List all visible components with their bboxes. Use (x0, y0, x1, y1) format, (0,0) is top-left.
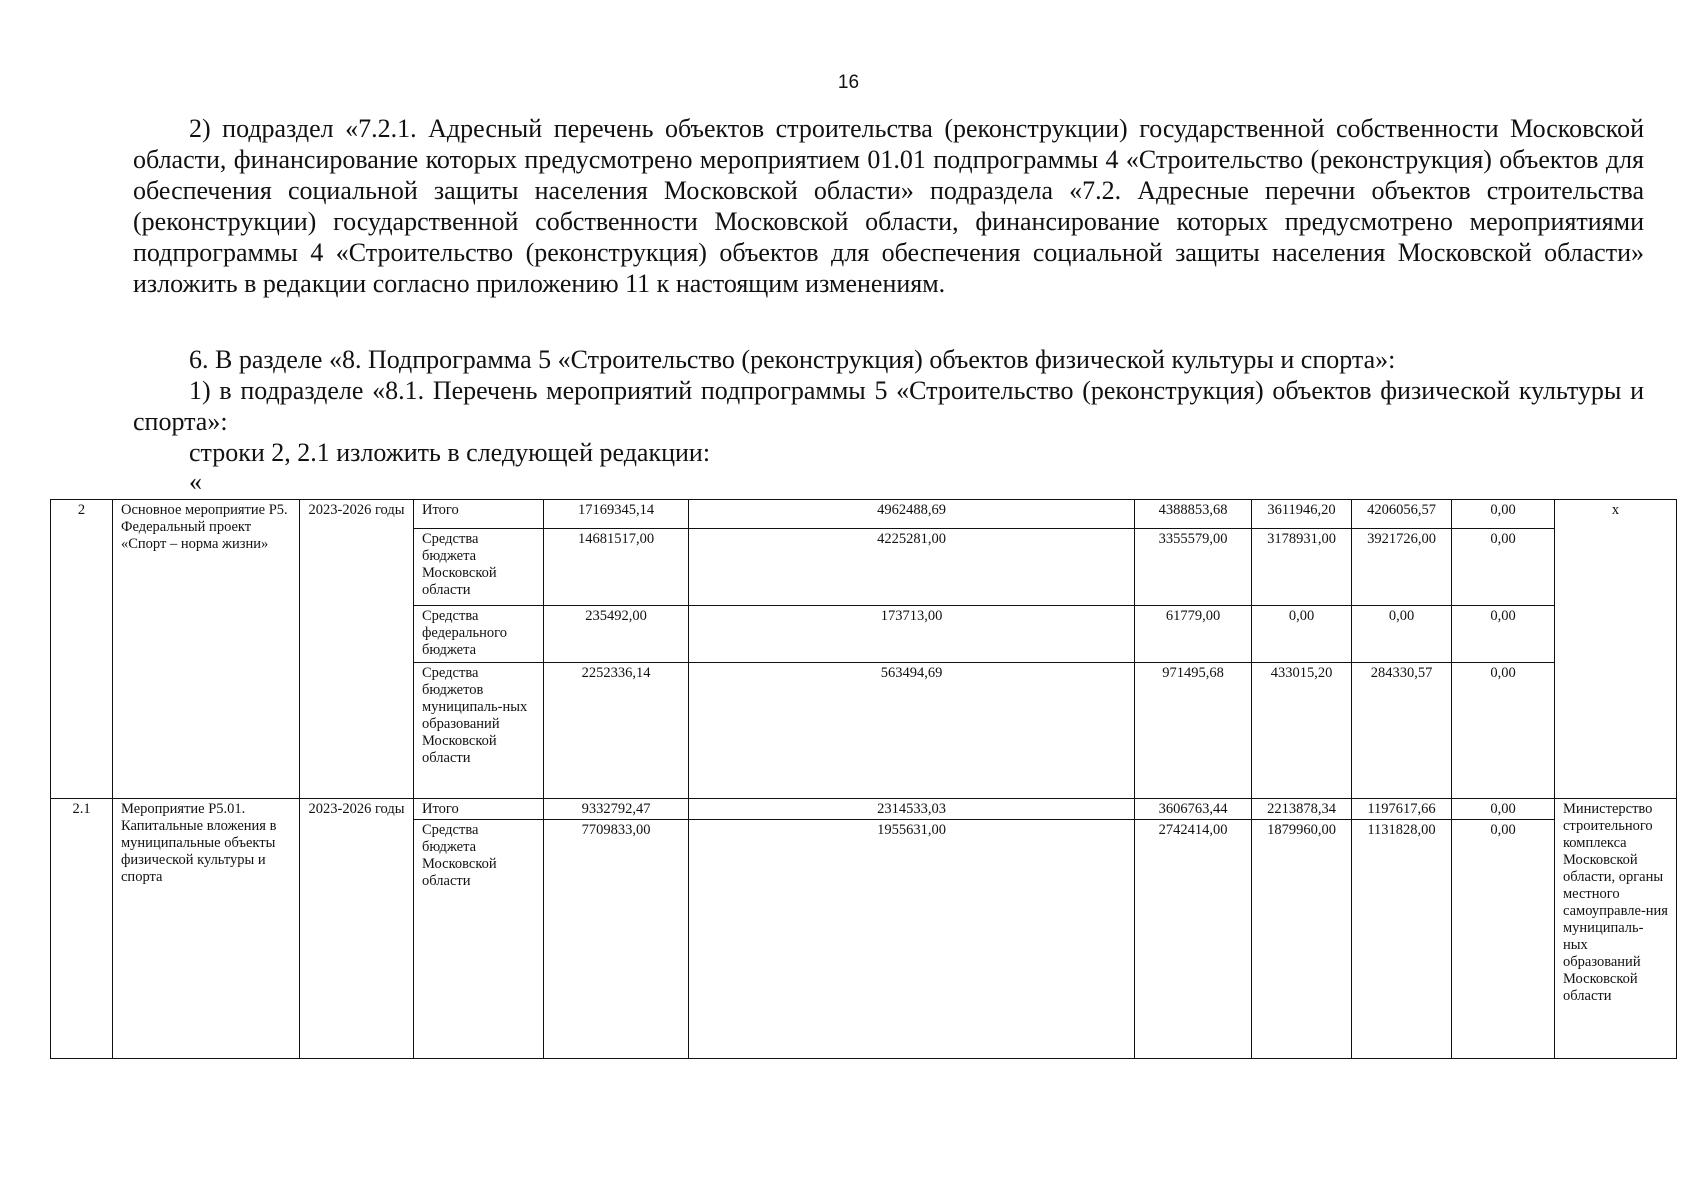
total-amount: 14681517,00 (544, 529, 689, 606)
year4-amount: 284330,57 (1352, 663, 1452, 799)
year3-amount: 1879960,00 (1252, 820, 1352, 1059)
year4-amount: 1131828,00 (1352, 820, 1452, 1059)
year1-amount: 1955631,00 (689, 820, 1135, 1059)
year3-amount: 3178931,00 (1252, 529, 1352, 606)
year4-amount: 4206056,57 (1352, 500, 1452, 529)
year2-amount: 2742414,00 (1135, 820, 1252, 1059)
implementation-period: 2023-2026 годы (300, 500, 414, 799)
row-number: 2 (51, 500, 113, 799)
total-amount: 9332792,47 (544, 799, 689, 820)
table-row (51, 500, 1677, 529)
year4-amount: 3921726,00 (1352, 529, 1452, 606)
year2-amount: 3606763,44 (1135, 799, 1252, 820)
funding-source: Средства федерального бюджета (414, 606, 544, 663)
funding-source: Итого (414, 799, 544, 820)
year2-amount: 61779,00 (1135, 606, 1252, 663)
table-row (51, 799, 1677, 820)
year4-amount: 1197617,66 (1352, 799, 1452, 820)
year1-amount: 4225281,00 (689, 529, 1135, 606)
page-number: 16 (837, 72, 860, 93)
row-number: 2.1 (51, 799, 113, 1059)
year4-amount: 0,00 (1352, 606, 1452, 663)
funding-source: Итого (414, 500, 544, 529)
year3-amount: 2213878,34 (1252, 799, 1352, 820)
year5-amount: 0,00 (1452, 820, 1555, 1059)
total-amount: 7709833,00 (544, 820, 689, 1059)
year3-amount: 3611946,20 (1252, 500, 1352, 529)
year2-amount: 3355579,00 (1135, 529, 1252, 606)
paragraph-section-8: 6. В разделе «8. Подпрограмма 5 «Строительство (реконструкция) объектов физической культуры и спорта»: (189, 345, 1396, 374)
responsible-party: х (1555, 500, 1677, 799)
total-amount: 2252336,14 (544, 663, 689, 799)
year5-amount: 0,00 (1452, 606, 1555, 663)
measure-name: Мероприятие Р5.01. Капитальные вложения в муниципальные объекты физической культуры и спорта (113, 799, 300, 1059)
year2-amount: 4388853,68 (1135, 500, 1252, 529)
year1-amount: 2314533,03 (689, 799, 1135, 820)
funding-source: Средства бюджета Московской области (414, 820, 544, 1059)
year2-amount: 971495,68 (1135, 663, 1252, 799)
year3-amount: 433015,20 (1252, 663, 1352, 799)
implementation-period: 2023-2026 годы (300, 799, 414, 1059)
year5-amount: 0,00 (1452, 663, 1555, 799)
paragraph-subsection-7-2-1: 2) подраздел «7.2.1. Адресный перечень объектов строительства (реконструкции) государственной собственности Московской области, финансирование которых предусмотрено мероприятием 01.01 подпрограммы 4 «Строительство (реконструкция) объектов для обеспечения социальной защиты населения Московской области» подраздела «7.2. Адресные перечни объектов строительства (реконструкции) государственной собственности Московской области, финансирование которых предусмотрено мероприятиями подпрограммы 4 «Строительство (реконструкция) объектов для обеспечения социальной защиты населения Московской области» изложить в редакции согласно приложению 11 к настоящим изменениям. (133, 114, 1644, 298)
year5-amount: 0,00 (1452, 529, 1555, 606)
paragraph-rows-instruction: строки 2, 2.1 изложить в следующей редакции: (189, 438, 711, 467)
year5-amount: 0,00 (1452, 799, 1555, 820)
year5-amount: 0,00 (1452, 500, 1555, 529)
measure-name: Основное мероприятие Р5. Федеральный проект «Спорт – норма жизни» (113, 500, 300, 799)
year3-amount: 0,00 (1252, 606, 1352, 663)
funding-source: Средства бюджета Московской области (414, 529, 544, 606)
total-amount: 235492,00 (544, 606, 689, 663)
funding-source: Средства бюджетов муниципаль-ных образований Московской области (414, 663, 544, 799)
paragraph-subsection-8-1: 1) в подразделе «8.1. Перечень мероприятий подпрограммы 5 «Строительство (реконструкция) объектов физической культуры и спорта»: (133, 376, 1644, 436)
year1-amount: 563494,69 (689, 663, 1135, 799)
total-amount: 17169345,14 (544, 500, 689, 529)
program-measures-table (50, 499, 1677, 1059)
opening-quote: « (189, 467, 202, 496)
year1-amount: 4962488,69 (689, 500, 1135, 529)
responsible-party: Министерство строительного комплекса Московской области, органы местного самоуправле-ния муниципаль-ных образований Московской области (1555, 799, 1677, 1059)
year1-amount: 173713,00 (689, 606, 1135, 663)
